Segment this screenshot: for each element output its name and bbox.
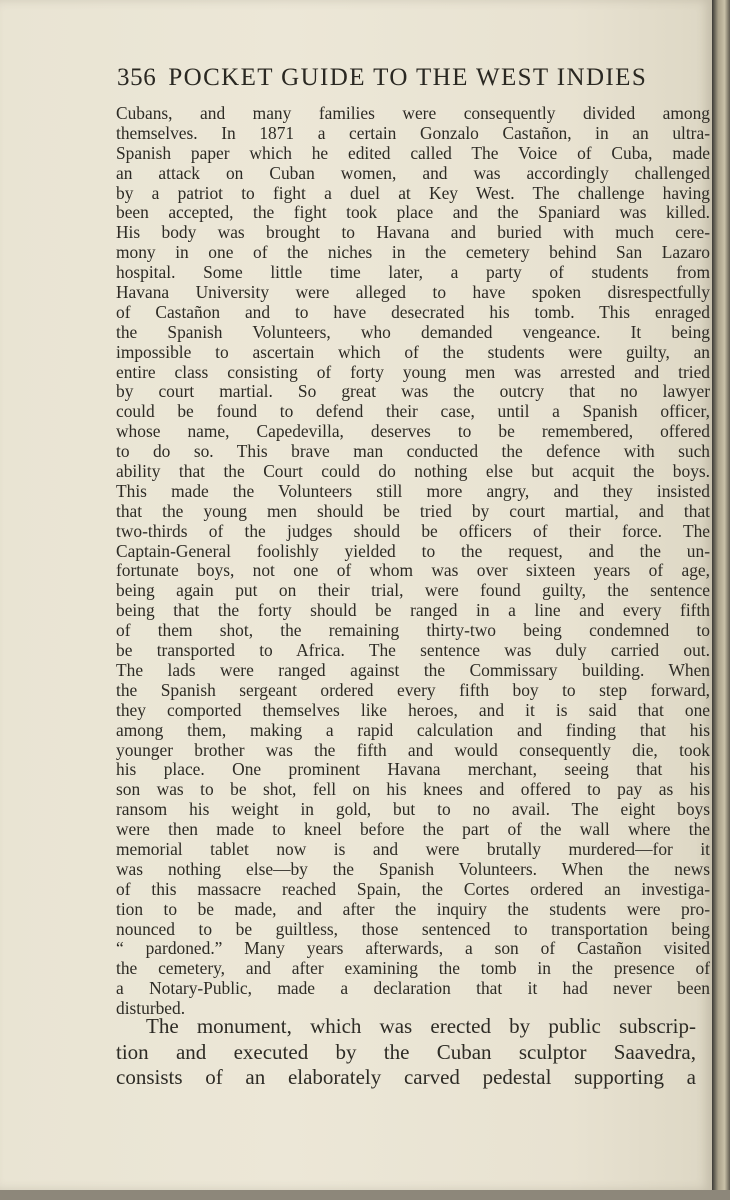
text-line: This made the Volunteers still more angry, and they insisted	[116, 480, 710, 501]
text-line: were then made to kneel before the part of the wall where the	[116, 819, 710, 840]
text-line: ability that the Court could do nothing else but acquit the boys.	[116, 461, 710, 482]
text-line: Cubans, and many families were consequently divided among	[116, 103, 710, 123]
text-line: among them, making a rapid calculation and finding that his	[116, 719, 710, 740]
text-line: ransom his weight in gold, but to no avail. The eight boys	[116, 799, 710, 820]
text-line: “ pardoned.” Many years afterwards, a son of Castañon visited	[116, 938, 710, 959]
text-line: to do so. This brave man conducted the defence with such	[116, 441, 710, 462]
running-head	[117, 64, 687, 104]
text-line: The lads were ranged against the Commissary building. When	[116, 659, 710, 680]
text-line: the Spanish Volunteers, who demanded vengeance. It being	[116, 321, 710, 342]
text-line: Spanish paper which he edited called The Voice of Cuba, made	[116, 142, 710, 163]
text-line: impossible to ascertain which of the students were guilty, an	[116, 341, 710, 362]
text-line: of this massacre reached Spain, the Cortes ordered an investiga-	[116, 878, 710, 899]
text-line: could be found to defend their case, until a Spanish officer,	[116, 401, 710, 422]
text-line: the Spanish sergeant ordered every fifth boy to step forward,	[116, 679, 710, 700]
text-line: fortunate boys, not one of whom was over sixteen years of age,	[116, 560, 710, 581]
text-line: Captain-General foolishly yielded to the request, and the un-	[116, 540, 710, 561]
page-number: 356	[117, 64, 157, 91]
text-line: son was to be shot, fell on his knees and offered to pay as his	[116, 779, 710, 800]
text-line: themselves. In 1871 a certain Gonzalo Castañon, in an ultra-	[116, 122, 710, 143]
text-line: tion to be made, and after the inquiry the students were pro-	[116, 898, 710, 919]
text-line: was nothing else—by the Spanish Volunteers. When the news	[116, 858, 710, 879]
text-line: hospital. Some little time later, a party of students from	[116, 262, 710, 283]
text-line: be transported to Africa. The sentence was duly carried out.	[116, 640, 710, 661]
body-paragraph	[116, 104, 710, 1019]
text-line: by a patriot to fight a duel at Key West. The challenge having	[116, 182, 710, 203]
text-line: whose name, Capedevilla, deserves to be remembered, offered	[116, 421, 710, 442]
adjacent-page-edge	[712, 0, 730, 1200]
text-line: his place. One prominent Havana merchant, seeing that his	[116, 759, 710, 780]
text-line: memorial tablet now is and were brutally murdered—for it	[116, 838, 710, 859]
text-line: mony in one of the niches in the cemetery behind San Lazaro	[116, 242, 710, 263]
text-line: nounced to be guiltless, those sentenced to transportation being	[116, 918, 710, 939]
text-line: His body was brought to Havana and buried with much cere-	[116, 222, 710, 243]
text-line: Havana University were alleged to have spoken disrespectfully	[116, 282, 710, 303]
text-line: tion and executed by the Cuban sculptor Saavedra,	[116, 1039, 696, 1064]
text-line: disturbed.	[116, 998, 186, 1019]
text-line: they comported themselves like heroes, and it is said that one	[116, 699, 710, 720]
text-line: being that the forty should be ranged in a line and every fifth	[116, 600, 710, 621]
text-line: being again put on their trial, were found guilty, the sentence	[116, 580, 710, 601]
text-line: that the young men should be tried by court martial, and that	[116, 500, 710, 521]
running-head-title: POCKET GUIDE TO THE WEST INDIES	[168, 64, 648, 91]
text-line: the cemetery, and after examining the tomb in the presence of	[116, 958, 710, 979]
text-line: younger brother was the fifth and would consequently die, took	[116, 739, 710, 760]
text-line: of Castañon and to have desecrated his tomb. This enraged	[116, 301, 710, 322]
text-line: consists of an elaborately carved pedestal supporting a	[116, 1065, 696, 1089]
text-line: an attack on Cuban women, and was accordingly challenged	[116, 162, 710, 183]
monument-paragraph	[116, 1014, 696, 1091]
text-line: The monument, which was erected by public subscrip-	[146, 1014, 696, 1038]
text-line: of them shot, the remaining thirty-two being condemned to	[116, 620, 710, 641]
text-line: a Notary-Public, made a declaration that it had never been	[116, 978, 710, 999]
text-line: by court martial. So great was the outcry that no lawyer	[116, 381, 710, 402]
text-line: been accepted, the fight took place and the Spaniard was killed.	[116, 202, 710, 223]
scan-bottom-edge	[0, 1190, 730, 1200]
text-line: two-thirds of the judges should be officers of their force. The	[116, 520, 710, 541]
text-line: entire class consisting of forty young men was arrested and tried	[116, 361, 710, 382]
